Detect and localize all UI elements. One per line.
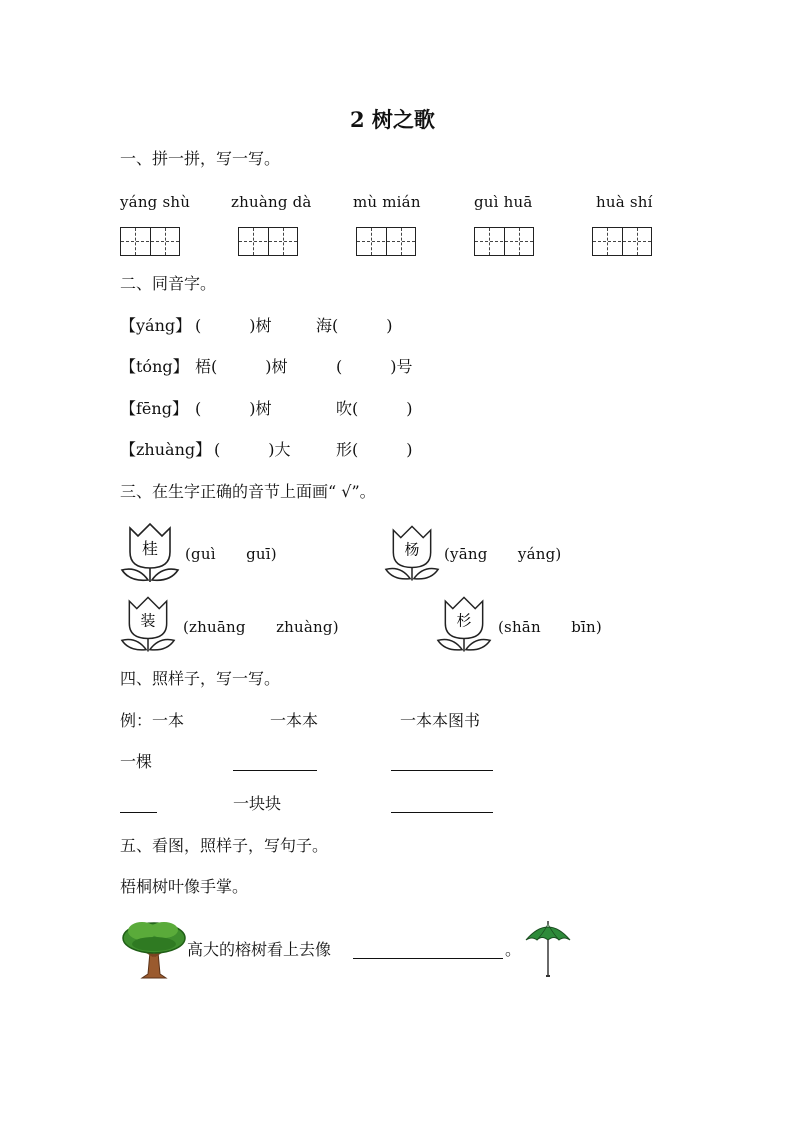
- row2-mid: 一块块: [233, 794, 282, 813]
- homophone-blank-a[interactable]: ( )大: [214, 440, 291, 459]
- pinyin-options[interactable]: (shān bīn): [498, 618, 602, 636]
- section-3-heading: 三、在生字正确的音节上面画“ √”。: [120, 482, 376, 501]
- tulip-icon: [436, 593, 492, 655]
- writing-grid[interactable]: [356, 227, 416, 256]
- section-2-heading: 二、同音字。: [120, 274, 217, 293]
- homophone-blank-a[interactable]: ( )树: [195, 399, 272, 418]
- homophone-tag: 【yáng】: [120, 316, 192, 335]
- tree-icon: [120, 916, 188, 980]
- homophone-blank-a[interactable]: 梧( )树: [195, 357, 288, 376]
- umbrella-icon: [524, 918, 572, 980]
- pinyin-label: guì huā: [474, 193, 533, 211]
- homophone-tag: 【tóng】: [120, 357, 189, 376]
- writing-grid[interactable]: [592, 227, 652, 256]
- pinyin-options[interactable]: (guì guī): [185, 545, 277, 563]
- homophone-blank-a[interactable]: ( )树: [195, 316, 272, 335]
- page-title: 2 树之歌: [350, 107, 435, 132]
- flower-char: 桂: [141, 539, 159, 558]
- flower-char: 杨: [404, 540, 420, 559]
- tulip-icon: [120, 593, 176, 655]
- example-end: 一本本图书: [400, 711, 481, 730]
- homophone-tag: 【zhuàng】: [120, 440, 212, 459]
- homophone-blank-b[interactable]: 海( ): [316, 316, 393, 335]
- homophone-blank-b[interactable]: 形( ): [336, 440, 413, 459]
- tulip-icon: [120, 520, 180, 585]
- homophone-blank-b[interactable]: ( )号: [336, 357, 413, 376]
- homophone-blank-b[interactable]: 吹( ): [336, 399, 413, 418]
- section-4-heading: 四、照样子，写一写。: [120, 669, 281, 688]
- tulip-icon: [384, 522, 440, 584]
- section-5-heading: 五、看图，照样子，写句子。: [120, 836, 329, 855]
- pinyin-options[interactable]: (zhuāng zhuàng): [183, 618, 339, 636]
- flower-char: 装: [140, 611, 156, 630]
- pinyin-label: huà shí: [596, 193, 653, 211]
- example-mid: 一本本: [270, 711, 319, 730]
- writing-grid[interactable]: [238, 227, 298, 256]
- pinyin-label: zhuàng dà: [231, 193, 312, 211]
- sentence-end-mark: 。: [505, 940, 522, 959]
- section-1-heading: 一、拼一拼，写一写。: [120, 149, 281, 168]
- pinyin-label: yáng shù: [120, 193, 191, 211]
- example-label: 例：一本: [120, 711, 185, 730]
- flower-char: 杉: [456, 611, 472, 630]
- answer-line[interactable]: [120, 812, 157, 813]
- sentence-prompt: 高大的榕树看上去像: [187, 940, 332, 959]
- sentence-answer-line[interactable]: [353, 958, 503, 959]
- answer-line[interactable]: [391, 812, 493, 813]
- answer-line[interactable]: [233, 770, 317, 771]
- writing-grid[interactable]: [474, 227, 534, 256]
- writing-grid[interactable]: [120, 227, 180, 256]
- row1-start: 一棵: [120, 752, 153, 771]
- homophone-tag: 【fēng】: [120, 399, 188, 418]
- answer-line[interactable]: [391, 770, 493, 771]
- pinyin-options[interactable]: (yāng yáng): [444, 545, 562, 563]
- pinyin-label: mù mián: [353, 193, 421, 211]
- example-sentence: 梧桐树叶像手掌。: [120, 877, 249, 896]
